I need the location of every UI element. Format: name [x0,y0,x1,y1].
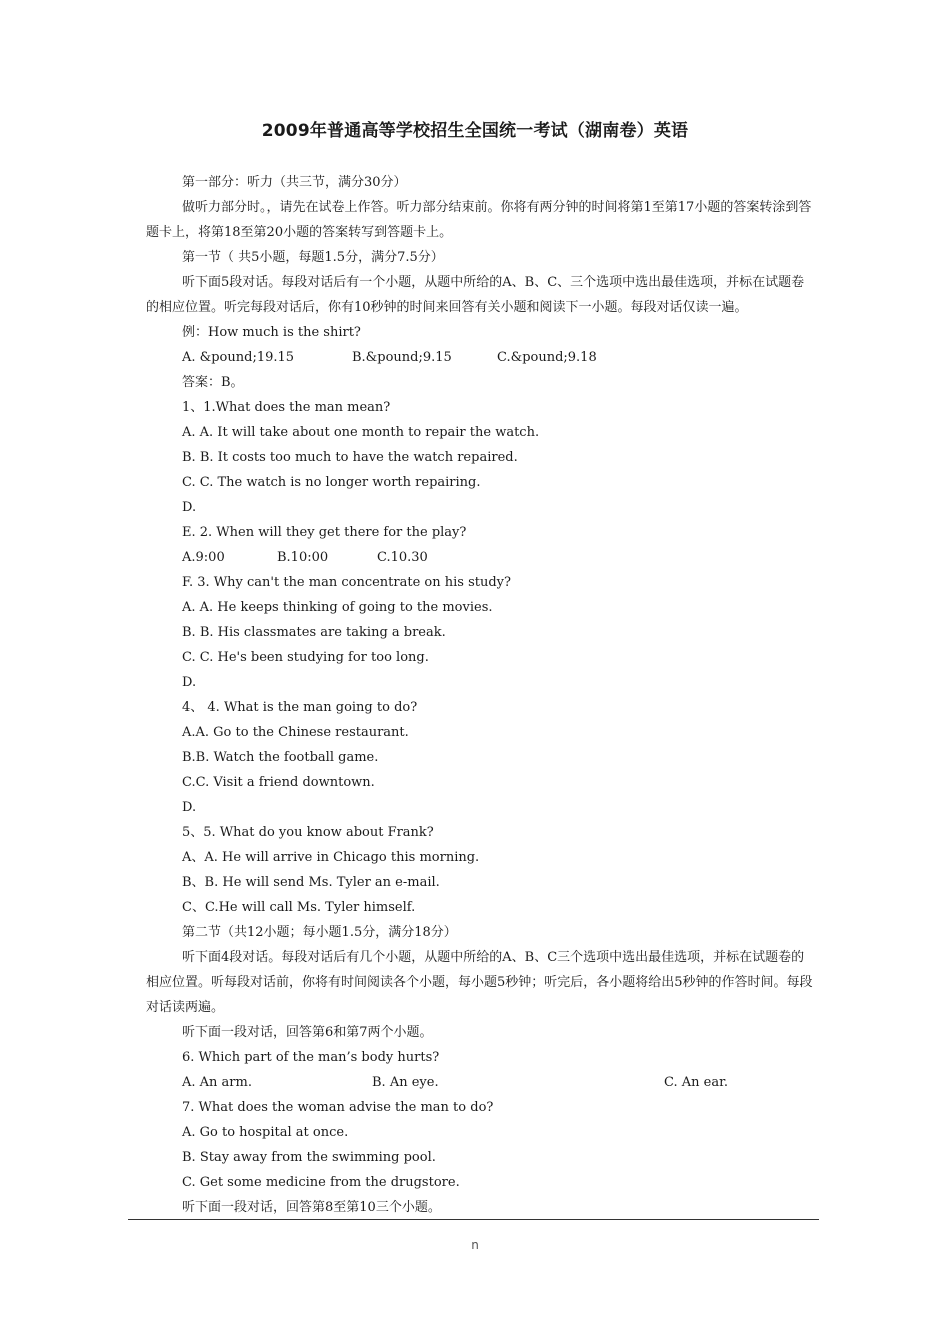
document-title: 2009年普通高等学校招生全国统一考试（湖南卷）英语 [261,121,689,141]
option-b: B.10:00 [277,550,329,565]
page-number: n [471,1238,479,1252]
option-line: B. B. It costs too much to have the watch repaired. [182,450,518,465]
option-line: A. Go to hospital at once. [182,1125,349,1140]
option-line: D. [182,675,197,690]
dialogue-instruction: 听下面一段对话，回答第8至第10三个小题。 [182,1200,441,1215]
question-2-options [146,545,816,570]
instruction-paragraph: 听下面4段对话。每段对话后有几个小题，从题中所给的A、B、C三个选项中选出最佳选项，并标在试题卷的相应位置。听每段对话前，你将有时间阅读各个小题，每小题5秒钟；听完后，各小题将给出5秒钟的作答时间。每段对话读两遍。 [146,950,813,1015]
option-c: C.10.30 [377,550,428,565]
example-answer: 答案：B。 [182,375,244,390]
option-line: C、C.He will call Ms. Tyler himself. [182,900,416,915]
question-1: 1、1.What does the man mean? [182,400,391,415]
question-6-options [146,1070,816,1095]
example-question: 例：How much is the shirt? [182,325,361,340]
option-c: C. An ear. [664,1075,729,1090]
option-line: D. [182,500,197,515]
question-4: 4、 4. What is the man going to do? [182,700,418,715]
question-5: 5、5. What do you know about Frank? [182,825,434,840]
dialogue-instruction: 听下面一段对话，回答第6和第7两个小题。 [182,1025,433,1040]
footer-divider [128,1219,819,1220]
section-heading-1: 第一节（ 共5小题，每题1.5分，满分7.5分） [182,250,444,265]
option-line: A. A. He keeps thinking of going to the movies. [182,600,493,615]
example-options [146,345,816,370]
question-2: E. 2. When will they get there for the play? [182,525,467,540]
option-b: B.&pound;9.15 [352,350,452,365]
question-3: F. 3. Why can't the man concentrate on his study? [182,575,511,590]
option-a: A. An arm. [182,1075,252,1090]
instruction-paragraph: 听下面5段对话。每段对话后有一个小题，从题中所给的A、B、C、三个选项中选出最佳选项，并标在试题卷的相应位置。听完每段对话后，你有10秒钟的时间来回答有关小题和阅读下一小题。每段对话仅读一遍。 [146,275,805,315]
option-c: C.&pound;9.18 [497,350,597,365]
option-line: B、B. He will send Ms. Tyler an e-mail. [182,875,440,890]
option-line: C. Get some medicine from the drugstore. [182,1175,460,1190]
option-line: A. A. It will take about one month to repair the watch. [182,425,540,440]
option-line: C.C. Visit a friend downtown. [182,775,375,790]
option-line: C. C. The watch is no longer worth repairing. [182,475,481,490]
option-line: C. C. He's been studying for too long. [182,650,429,665]
instruction-paragraph: 做听力部分时。，请先在试卷上作答。听力部分结束前。你将有两分钟的时间将第1至第17小题的答案转涂到答题卡上，将第18至第20小题的答案转写到答题卡上。 [146,200,812,240]
option-line: D. [182,800,197,815]
option-line: B. B. His classmates are taking a break. [182,625,446,640]
option-a: A. &pound;19.15 [182,350,295,365]
option-line: B.B. Watch the football game. [182,750,379,765]
question-7: 7. What does the woman advise the man to do? [182,1100,494,1115]
section-heading-2: 第二节（共12小题；每小题1.5分，满分18分） [182,925,457,940]
option-b: B. An eye. [372,1075,439,1090]
document-body [146,170,816,1220]
option-a: A.9:00 [182,550,225,565]
option-line: A.A. Go to the Chinese restaurant. [182,725,409,740]
option-line: A、A. He will arrive in Chicago this morning. [182,850,480,865]
question-6: 6. Which part of the man’s body hurts? [182,1050,440,1065]
section-heading-part1: 第一部分：听力（共三节，满分30分） [182,175,407,190]
option-line: B. Stay away from the swimming pool. [182,1150,436,1165]
